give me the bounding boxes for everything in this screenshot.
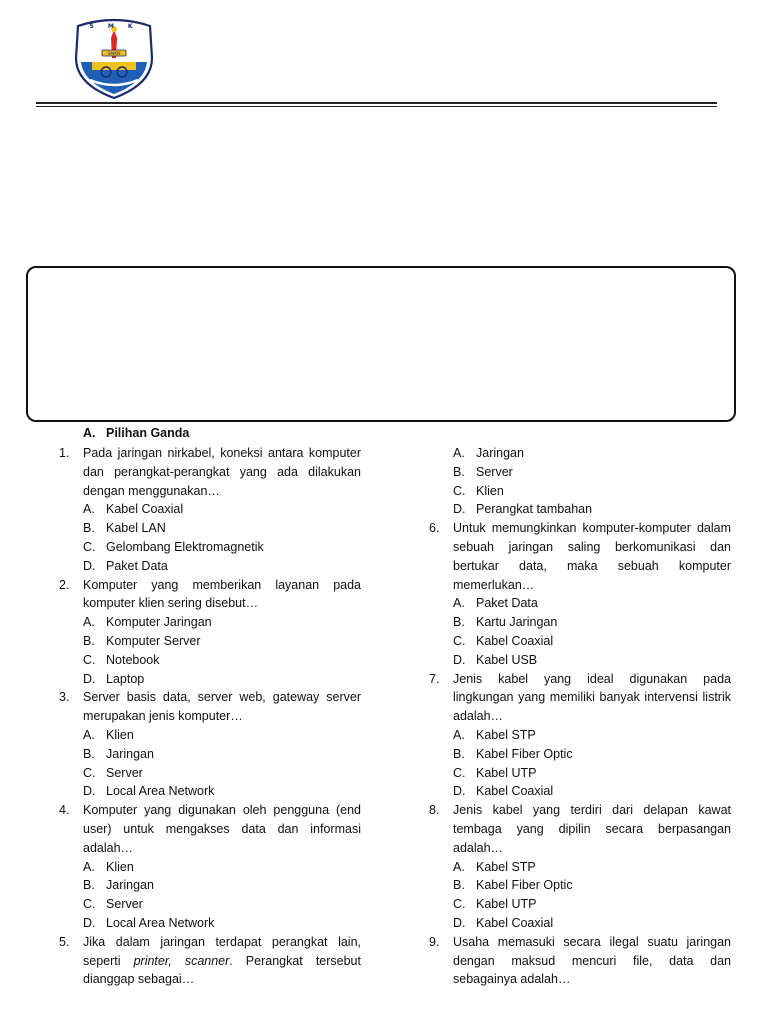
left-column	[59, 444, 361, 989]
option-label: C.	[453, 633, 466, 648]
option-text: Klien	[476, 483, 504, 498]
option-text: Kartu Jaringan	[476, 615, 558, 630]
option-text: Kabel Coaxial	[106, 502, 184, 517]
option-text: Laptop	[106, 671, 145, 686]
option-text: Kabel UTP	[476, 897, 537, 912]
question-text: Server basis data, server web, gateway server merupakan jenis komputer…	[83, 690, 361, 724]
option-text: Jaringan	[106, 878, 154, 893]
option-item	[59, 500, 361, 519]
question-text	[83, 933, 361, 989]
question-text: Jenis kabel yang terdiri dari delapan kawat tembaga yang dipilin secara berpasangan adalah…	[453, 803, 731, 855]
question-number: 7.	[429, 671, 440, 686]
option-label: C.	[453, 483, 466, 498]
question-number: 9.	[429, 934, 440, 949]
option-item	[59, 858, 361, 877]
option-text: Jaringan	[476, 446, 524, 460]
question-8	[429, 801, 731, 933]
option-label: B.	[453, 615, 465, 630]
option-label: D.	[83, 784, 96, 799]
option-item	[429, 764, 731, 783]
option-label: B.	[83, 878, 95, 893]
option-item	[429, 482, 731, 501]
logo-banner-text: SMKN	[107, 52, 121, 57]
option-text: Kabel Fiber Optic	[476, 746, 573, 761]
option-text: Kabel Coaxial	[476, 784, 554, 799]
option-label: D.	[453, 652, 466, 667]
option-item	[59, 726, 361, 745]
question-number: 1.	[59, 446, 70, 460]
option-text: Kabel UTP	[476, 765, 537, 780]
option-item	[429, 726, 731, 745]
question-text-italic: printer, scanner	[133, 953, 230, 968]
header-rule-thin	[36, 106, 717, 107]
question-text: Pada jaringan nirkabel, koneksi antara komputer dan perangkat-perangkat yang ada dilakukan dengan menggunakan…	[83, 446, 361, 498]
question-2	[59, 576, 361, 689]
option-label: B.	[453, 464, 465, 479]
question-3	[59, 688, 361, 801]
question-1	[59, 444, 361, 576]
option-item	[59, 782, 361, 801]
question-text-part: . Perangkat tersebut dianggap sebagai…	[83, 953, 361, 987]
option-label: C.	[83, 765, 96, 780]
question-9	[429, 933, 731, 989]
option-item	[429, 858, 731, 877]
option-text: Kabel LAN	[106, 521, 166, 536]
section-heading	[60, 424, 189, 443]
question-6	[429, 519, 731, 669]
option-text: Paket Data	[476, 596, 538, 611]
option-label: C.	[83, 652, 96, 667]
option-label: C.	[83, 539, 96, 554]
section-label: A.	[83, 426, 96, 440]
option-item	[429, 613, 731, 632]
option-item	[59, 876, 361, 895]
option-text: Komputer Jaringan	[106, 615, 212, 630]
option-item	[429, 444, 731, 463]
question-7	[429, 670, 731, 802]
option-item	[429, 632, 731, 651]
option-text: Gelombang Elektromagnetik	[106, 539, 264, 554]
option-label: B.	[83, 521, 95, 536]
option-text: Server	[106, 765, 143, 780]
option-label: A.	[83, 859, 95, 874]
school-logo	[70, 18, 158, 100]
option-label: B.	[453, 746, 465, 761]
option-label: B.	[83, 746, 95, 761]
option-label: B.	[453, 878, 465, 893]
option-text: Local Area Network	[106, 784, 215, 799]
option-item	[59, 914, 361, 933]
header-rule-thick	[36, 102, 717, 104]
option-text: Perangkat tambahan	[476, 502, 593, 517]
option-text: Kabel USB	[476, 652, 538, 667]
option-item	[59, 895, 361, 914]
option-item	[59, 632, 361, 651]
option-label: C.	[453, 897, 466, 912]
option-text: Kabel Fiber Optic	[476, 878, 573, 893]
option-label: D.	[453, 915, 466, 930]
question-5	[59, 933, 361, 989]
question-number: 5.	[59, 934, 70, 949]
option-label: D.	[83, 915, 96, 930]
option-text: Kabel STP	[476, 727, 536, 742]
option-item	[429, 876, 731, 895]
section-title: Pilihan Ganda	[106, 426, 190, 440]
option-item	[429, 463, 731, 482]
option-item	[59, 764, 361, 783]
question-text: Komputer yang digunakan oleh pengguna (end user) untuk mengakses data dan informasi adalah…	[83, 803, 361, 855]
option-item	[59, 557, 361, 576]
option-item	[429, 500, 731, 519]
option-item	[59, 670, 361, 689]
option-text: Notebook	[106, 652, 160, 667]
option-item	[59, 519, 361, 538]
option-label: A.	[83, 615, 95, 630]
option-label: A.	[83, 502, 95, 517]
option-label: A.	[453, 596, 465, 611]
question-number: 2.	[59, 577, 70, 592]
question-number: 8.	[429, 803, 440, 818]
right-column	[429, 444, 731, 989]
option-item	[59, 613, 361, 632]
option-item	[429, 594, 731, 613]
option-text: Server	[476, 464, 513, 479]
question-text: Usaha memasuki secara ilegal suatu jaringan dengan maksud mencuri file, data dan sebagainya adalah…	[453, 934, 731, 987]
question-number: 6.	[429, 521, 440, 536]
question-number: 3.	[59, 690, 70, 705]
option-text: Server	[106, 897, 143, 912]
option-label: A.	[453, 727, 465, 742]
option-item	[429, 651, 731, 670]
option-item	[429, 914, 731, 933]
option-text: Local Area Network	[106, 915, 215, 930]
logo-top-letters: S M K	[89, 23, 139, 30]
option-label: D.	[83, 671, 96, 686]
option-text: Paket Data	[106, 558, 168, 573]
question-text: Untuk memungkinkan komputer-komputer dalam sebuah jaringan saling berkomunikasi dan bertukar data, maka sebuah komputer memerlukan…	[453, 521, 731, 592]
question-text-part: Jika dalam jaringan terdapat perangkat lain, seperti	[83, 934, 361, 968]
info-box	[26, 266, 736, 422]
option-text: Kabel STP	[476, 859, 536, 874]
option-item	[429, 782, 731, 801]
option-item	[59, 745, 361, 764]
option-label: D.	[453, 502, 466, 517]
question-number: 4.	[59, 803, 70, 818]
option-label: A.	[83, 727, 95, 742]
question-text: Komputer yang memberikan layanan pada komputer klien sering disebut…	[83, 577, 361, 611]
option-label: A.	[453, 446, 465, 460]
question-text: Jenis kabel yang ideal digunakan pada lingkungan yang memiliki banyak intervensi listrik adalah…	[453, 671, 731, 724]
option-item	[429, 895, 731, 914]
option-label: C.	[453, 765, 466, 780]
option-label: A.	[453, 859, 465, 874]
option-label: B.	[83, 633, 95, 648]
option-text: Kabel Coaxial	[476, 633, 554, 648]
option-label: D.	[453, 784, 466, 799]
question-5-options	[429, 444, 731, 519]
option-text: Jaringan	[106, 746, 154, 761]
option-item	[59, 538, 361, 557]
option-text: Komputer Server	[106, 633, 201, 648]
option-text: Klien	[106, 859, 134, 874]
option-text: Klien	[106, 727, 134, 742]
option-label: D.	[83, 558, 96, 573]
option-item	[429, 745, 731, 764]
question-4	[59, 801, 361, 933]
option-item	[59, 651, 361, 670]
option-text: Kabel Coaxial	[476, 915, 554, 930]
option-label: C.	[83, 897, 96, 912]
